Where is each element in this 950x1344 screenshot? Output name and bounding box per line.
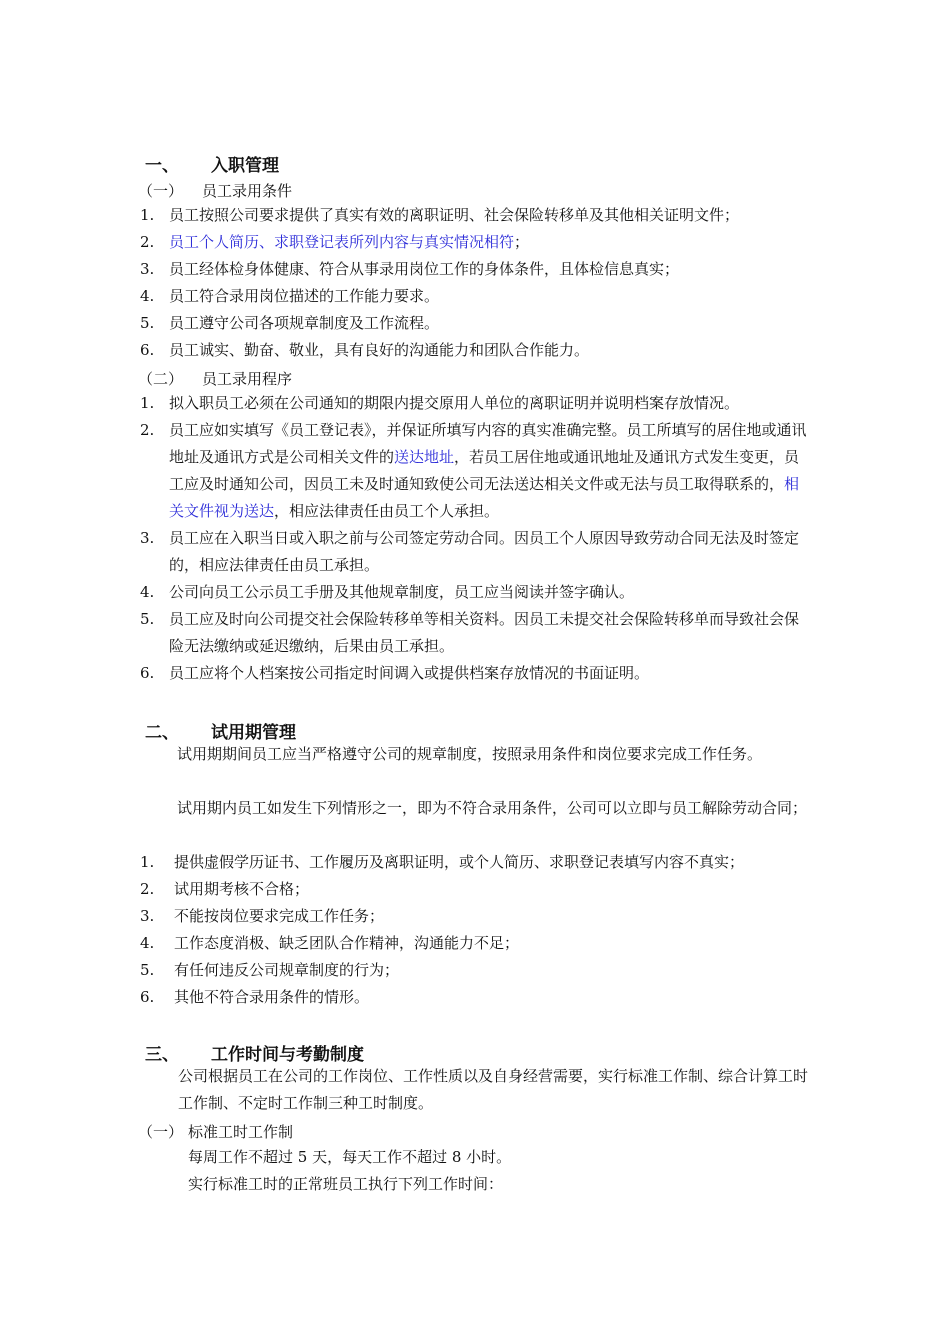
highlighted-text: 相关文件视为送达	[169, 475, 800, 520]
subsection-number: （二）	[138, 370, 184, 388]
section-title: 工作时间与考勤制度	[211, 1045, 364, 1065]
list-item: 3. 不能按岗位要求完成工作任务；	[140, 907, 385, 925]
list-item: 6. 员工诚实、勤奋、敬业，具有良好的沟通能力和团队合作能力。	[140, 341, 590, 359]
subsection-title: 标准工时工作制	[188, 1123, 294, 1141]
list-item: 4. 工作态度消极、缺乏团队合作精神，沟通能力不足；	[140, 934, 520, 952]
section-title: 试用期管理	[211, 723, 296, 743]
subsection-heading	[138, 180, 292, 201]
list-item: 6. 其他不符合录用条件的情形。	[140, 988, 370, 1006]
section-heading	[145, 151, 279, 176]
highlighted-text: 送达地址	[394, 448, 455, 466]
subsection-number: （一）	[138, 182, 184, 200]
section-number: 二、	[145, 723, 179, 743]
list-item: 3. 员工经体检身体健康、符合从事录用岗位工作的身体条件，且体检信息真实；	[140, 260, 680, 278]
subsection-heading	[138, 1121, 293, 1142]
subsection-heading	[138, 368, 292, 389]
section-number: 三、	[145, 1045, 179, 1065]
list-item: 1. 拟入职员工必须在公司通知的期限内提交原用人单位的离职证明并说明档案存放情况。	[140, 394, 740, 412]
highlighted-text: 员工个人简历、求职登记表所列内容与真实情况相符	[169, 233, 515, 251]
paragraph: 公司根据员工在公司的工作岗位、工作性质以及自身经营需要，实行标准工作制、综合计算工时工作制、不定时工作制三种工时制度。	[178, 1067, 809, 1112]
list-item: 2. 员工应如实填写《员工登记表》，并保证所填写内容的真实准确完整。员工所填写的居住地或通讯地址及通讯方式是公司相关文件的送达地址，若员工居住地或通讯地址及通讯方式发生变更，员工应及时通知公司，因员工未及时通知致使公司无法送达相关文件或无法与员工取得联系的，相关文件视为送达，相应法律责任由员工个人承担。	[140, 421, 807, 520]
list-item: 6. 员工应将个人档案按公司指定时间调入或提供档案存放情况的书面证明。	[140, 664, 650, 682]
list-item: 4. 公司向员工公示员工手册及其他规章制度，员工应当阅读并签字确认。	[140, 583, 635, 601]
list-item: 4. 员工符合录用岗位描述的工作能力要求。	[140, 287, 440, 305]
list-item: 5. 员工应及时向公司提交社会保险转移单等相关资料。因员工未提交社会保险转移单而导致社会保险无法缴纳或延迟缴纳，后果由员工承担。	[140, 610, 800, 655]
list-item: 2. 试用期考核不合格；	[140, 880, 310, 898]
paragraph: 实行标准工时的正常班员工执行下列工作时间：	[188, 1175, 504, 1193]
list-item: 1. 提供虚假学历证书、工作履历及离职证明，或个人简历、求职登记表填写内容不真实；	[140, 853, 745, 871]
list-item: 1. 员工按照公司要求提供了真实有效的离职证明、社会保险转移单及其他相关证明文件；	[140, 206, 740, 224]
paragraph: 试用期期间员工应当严格遵守公司的规章制度，按照录用条件和岗位要求完成工作任务。	[177, 745, 763, 763]
section-number: 一、	[145, 156, 179, 176]
section-heading	[145, 1040, 364, 1065]
paragraph: 每周工作不超过 5 天，每天工作不超过 8 小时。	[188, 1148, 512, 1166]
subsection-title: 员工录用程序	[202, 370, 293, 388]
subsection-number: （一）	[138, 1123, 184, 1141]
list-item: 5. 有任何违反公司规章制度的行为；	[140, 961, 400, 979]
subsection-title: 员工录用条件	[202, 182, 293, 200]
section-heading	[145, 718, 296, 743]
list-item: 2. 员工个人简历、求职登记表所列内容与真实情况相符；	[140, 233, 530, 251]
paragraph: 试用期内员工如发生下列情形之一，即为不符合录用条件，公司可以立即与员工解除劳动合同；	[177, 799, 808, 817]
list-item: 5. 员工遵守公司各项规章制度及工作流程。	[140, 314, 440, 332]
list-item: 3. 员工应在入职当日或入职之前与公司签定劳动合同。因员工个人原因导致劳动合同无法及时签定的，相应法律责任由员工承担。	[140, 529, 800, 574]
section-title: 入职管理	[211, 156, 279, 176]
